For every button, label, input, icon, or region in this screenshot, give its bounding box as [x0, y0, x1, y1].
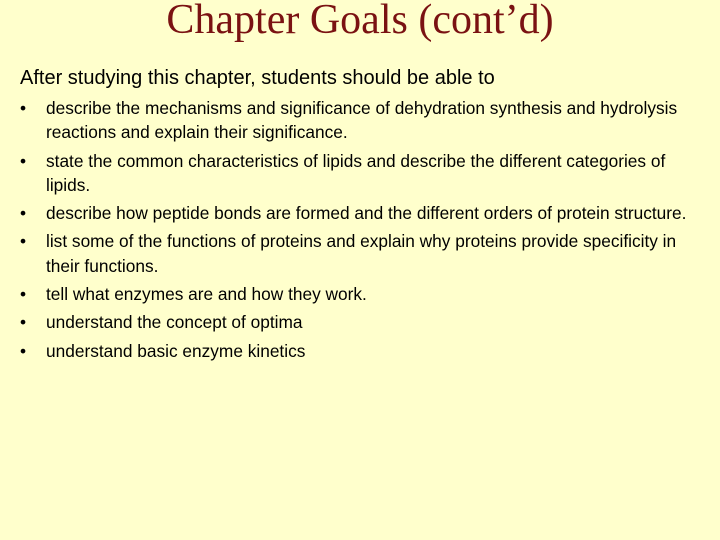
bullet-icon: • [20, 150, 27, 171]
goal-text: understand the concept of optima [46, 312, 303, 333]
goal-text: describe how peptide bonds are formed and the different orders of protein structure. [46, 203, 687, 224]
goal-item-6 [20, 310, 700, 334]
slide-title: Chapter Goals (cont’d) [166, 0, 554, 43]
goal-text: describe the mechanisms and significance of dehydration synthesis and hydrolysis reactions and explain their significance. [46, 98, 678, 143]
bullet-icon: • [20, 231, 27, 252]
goal-text: list some of the functions of proteins and explain why proteins provide specificity in their functions. [46, 231, 677, 276]
goal-item-7 [20, 339, 700, 363]
bullet-icon: • [20, 312, 27, 333]
bullet-icon: • [20, 284, 27, 305]
goal-item-2 [20, 149, 700, 198]
intro-text: After studying this chapter, students should be able to [20, 67, 495, 89]
goal-item-1 [20, 96, 700, 145]
goal-text: understand basic enzyme kinetics [46, 340, 306, 361]
goal-item-4 [20, 229, 700, 278]
goals-list [20, 96, 700, 363]
goal-text: state the common characteristics of lipids and describe the different categories of lipids. [46, 150, 666, 195]
bullet-icon: • [20, 98, 27, 118]
goal-item-5 [20, 282, 700, 306]
bullet-icon: • [20, 340, 27, 361]
goal-text: tell what enzymes are and how they work. [46, 284, 367, 305]
goal-item-3 [20, 201, 700, 225]
bullet-icon: • [20, 203, 27, 224]
